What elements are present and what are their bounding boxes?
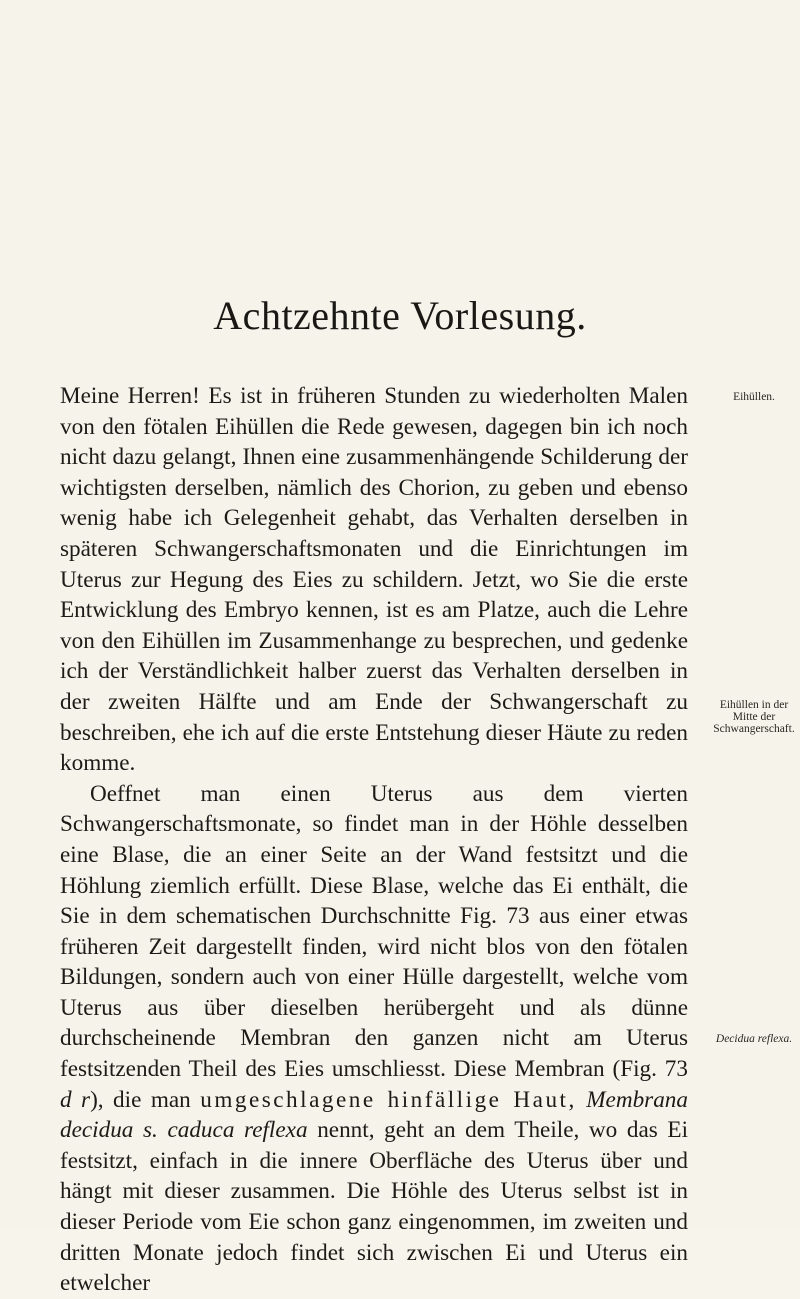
latin-term: Membrana decidua s. caduca reflexa: [60, 1086, 688, 1144]
margin-note-eihuellen: Eihüllen.: [733, 391, 775, 403]
figure-reference: d r: [60, 1086, 91, 1113]
body-text: [60, 381, 688, 1299]
paragraph-2-part-3: nennt, geht an dem Theile, wo das Ei festsitzt, einfach in die innere Oberfläche des Uterus über und hängt mit dieser zusammen. Die Höhle des Uterus selbst ist in dieser Periode vom Eie schon ganz eingenommen, im zweiten und dritten Monate jedoch findet sich zwischen Ei und Uterus ein etwelcher: [60, 1117, 689, 1297]
margin-note-mitte-schwangerschaft: Eihüllen in der Mitte der Schwangerschaft.: [713, 699, 795, 735]
paragraph-2-part-1: Oeffnet man einen Uterus aus dem vierten Schwangerschaftsmonate, so findet man in der Höhle desselben eine Blase, die an einer Seite an der Wand festsitzt und die Höhlung ziemlich erfüllt. Diese Blase, welche das Ei enthält, die Sie in dem schematischen Durchschnitte Fig. 73 aus einer etwas früheren Zeit dargestellt finden, wird nicht blos von den fötalen Bildungen, sondern auch von einer Hülle dargestellt, welche vom Uterus aus über dieselben herübergeht und als dünne durchscheinende Membran den ganzen nicht am Uterus festsitzenden Theil des Eies umschliesst. Diese Membran (Fig. 73: [60, 780, 688, 1083]
paragraph-2: [60, 779, 688, 1299]
margin-note-decidua-reflexa: Decidua reflexa.: [715, 1033, 793, 1045]
chapter-title: Achtzehnte Vorlesung.: [213, 293, 587, 338]
paragraph-1: Meine Herren! Es ist in früheren Stunden zu wiederholten Malen von den fötalen Eihüllen die Rede gewesen, dagegen bin ich noch nicht dazu gelangt, Ihnen eine zusammenhängende Schilderung der wichtigsten derselben, nämlich des Chorion, zu geben und ebenso wenig habe ich Gelegenheit gehabt, das Verhalten derselben in späteren Schwangerschaftsmonaten und die Einrichtungen im Uterus zur Hegung des Eies zu schildern. Jetzt, wo Sie die erste Entwicklung des Embryo kennen, ist es am Platze, auch die Lehre von den Eihüllen im Zusammenhange zu besprechen, und gedenke ich der Verständlichkeit halber zuerst das Verhalten derselben in der zweiten Hälfte und am Ende der Schwangerschaft zu beschreiben, ehe ich auf die erste Entstehung dieser Häute zu reden komme.: [60, 383, 688, 777]
paragraph-2-part-2: ), die man: [90, 1086, 191, 1113]
spaced-term: umgeschlagene hinfällige Haut,: [200, 1086, 577, 1113]
